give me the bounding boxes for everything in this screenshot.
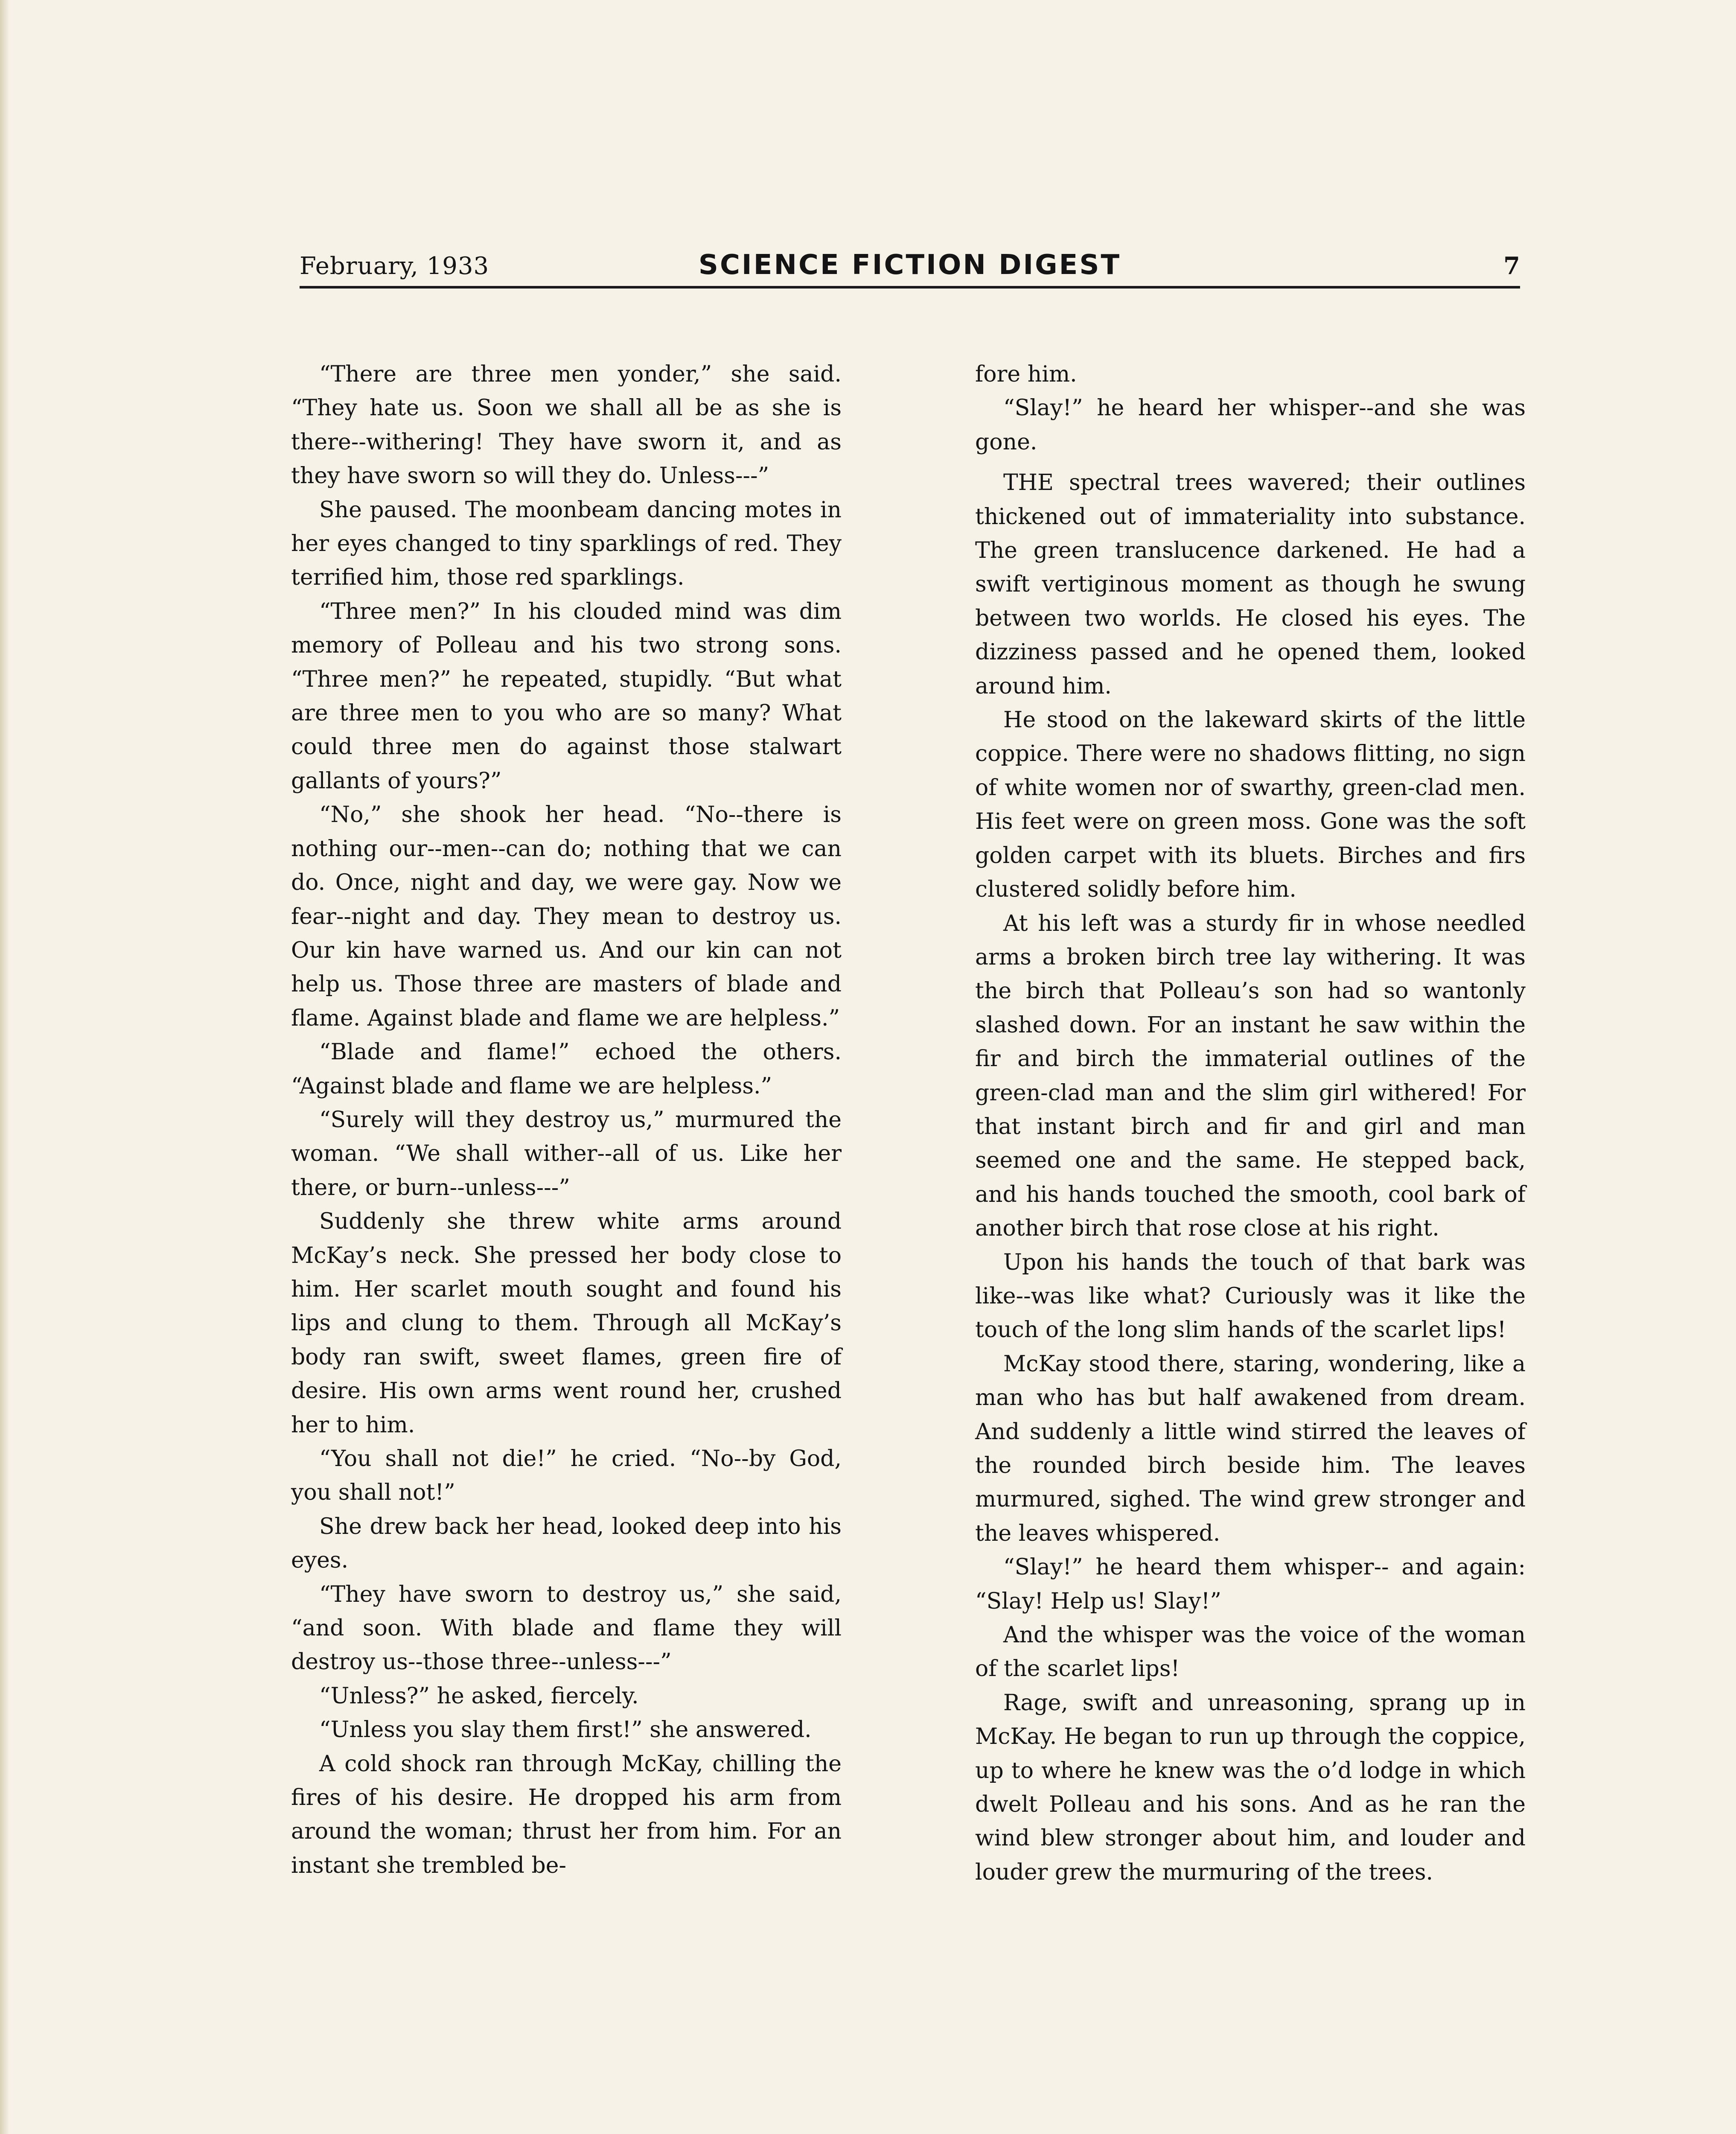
paragraph: “Slay!” he heard her whisper--and she was gone.	[975, 395, 1526, 455]
left-column	[291, 358, 842, 1883]
paragraph: “Unless?” he asked, fiercely.	[319, 1683, 639, 1709]
paragraph: Suddenly she threw white arms around McKay’s neck. She pressed her body close to him. Her scarlet mouth sought and found his lips and clung to them. Through all McKay’s body ran swift, sweet flames, green fire of desire. His own arms went round her, crushed her to him.	[291, 1209, 842, 1438]
paragraph: A cold shock ran through McKay, chilling the fires of his desire. He dropped his arm from around the woman; thrust her from him. For an instant she trembled be-	[291, 1751, 842, 1878]
paragraph: “Three men?” In his clouded mind was dim memory of Polleau and his two strong sons. “Three men?” he repeated, stupidly. “But what are three men to you who are so many? What could three men do against those stalwart gallants of yours?”	[291, 598, 842, 794]
paragraph: She paused. The moonbeam dancing motes in her eyes changed to tiny sparklings of red. They terrified him, those red sparklings.	[291, 497, 842, 591]
paragraph: “No,” she shook her head. “No--there is nothing our--men--can do; nothing that we can do. Once, night and day, we were gay. Now we fear--night and day. They mean to destroy us. Our kin have warned us. And our kin can not help us. Those three are masters of blade and flame. Against blade and flame we are helpless.”	[291, 802, 842, 1031]
page-number: 7	[1503, 252, 1520, 280]
paragraph: “Blade and flame!” echoed the others. “Against blade and flame we are helpless.”	[291, 1039, 842, 1099]
paragraph: At his left was a sturdy fir in whose needled arms a broken birch tree lay withering. It was the birch that Polleau’s son had so wantonly slashed down. For an instant he saw within the fir and birch the immaterial outlines of the green-clad man and the slim girl withered! For that instant birch and fir and girl and man seemed one and the same. He stepped back, and his hands touched the smooth, cool bark of another birch that rose close at his right.	[975, 910, 1526, 1242]
paragraph: “There are three men yonder,” she said. “They hate us. Soon we shall all be as she is there--withering! They have sworn it, and as they have sworn so will they do. Unless---”	[291, 361, 842, 489]
paragraph: He stood on the lakeward skirts of the little coppice. There were no shadows flitting, no sign of white women nor of swarthy, green-clad men. His feet were on green moss. Gone was the soft golden carpet with its bluets. Birches and firs clustered solidly before him.	[975, 707, 1526, 903]
paragraph: “Slay!” he heard them whisper-- and again: “Slay! Help us! Slay!”	[975, 1554, 1526, 1614]
paragraph: Upon his hands the touch of that bark was like--was like what? Curiously was it like the touch of the long slim hands of the scarlet lips!	[975, 1249, 1526, 1343]
right-column	[975, 358, 1526, 1889]
magazine-title: SCIENCE FICTION DIGEST	[698, 249, 1121, 281]
paragraph: fore him.	[975, 361, 1077, 387]
paragraph: McKay stood there, staring, wondering, like a man who has but half awakened from dream. And suddenly a little wind stirred the leaves of the rounded birch beside him. The leaves murmured, sighed. The wind grew stronger and the leaves whispered.	[975, 1351, 1526, 1546]
section-opening-paragraph: THE spectral trees wavered; their outlines thickened out of immateriality into substance. The green translucence darkened. He had a swift vertiginous moment as though he swung between two worlds. He closed his eyes. The dizziness passed and he opened them, looked around him.	[975, 470, 1526, 699]
paragraph: Rage, swift and unreasoning, sprang up in McKay. He began to run up through the coppice, up to where he knew was the o’d lodge in which dwelt Polleau and his sons. And as he ran the wind blew stronger about him, and louder and louder grew the murmuring of the trees.	[975, 1690, 1526, 1885]
paragraph: “Unless you slay them first!” she answered.	[319, 1717, 812, 1743]
paragraph: “They have sworn to destroy us,” she said, “and soon. With blade and flame they will destroy us--those three--unless---”	[291, 1581, 842, 1675]
paragraph: She drew back her head, looked deep into his eyes.	[291, 1513, 842, 1574]
page-edge	[0, 0, 9, 2134]
paragraph: “Surely will they destroy us,” murmured the woman. “We shall wither--all of us. Like her there, or burn--unless---”	[291, 1107, 842, 1201]
header-date: February, 1933	[300, 252, 489, 280]
paragraph: “You shall not die!” he cried. “No--by God, you shall not!”	[291, 1446, 842, 1506]
paragraph: And the whisper was the voice of the woman of the scarlet lips!	[975, 1622, 1526, 1682]
page-header	[300, 239, 1520, 289]
